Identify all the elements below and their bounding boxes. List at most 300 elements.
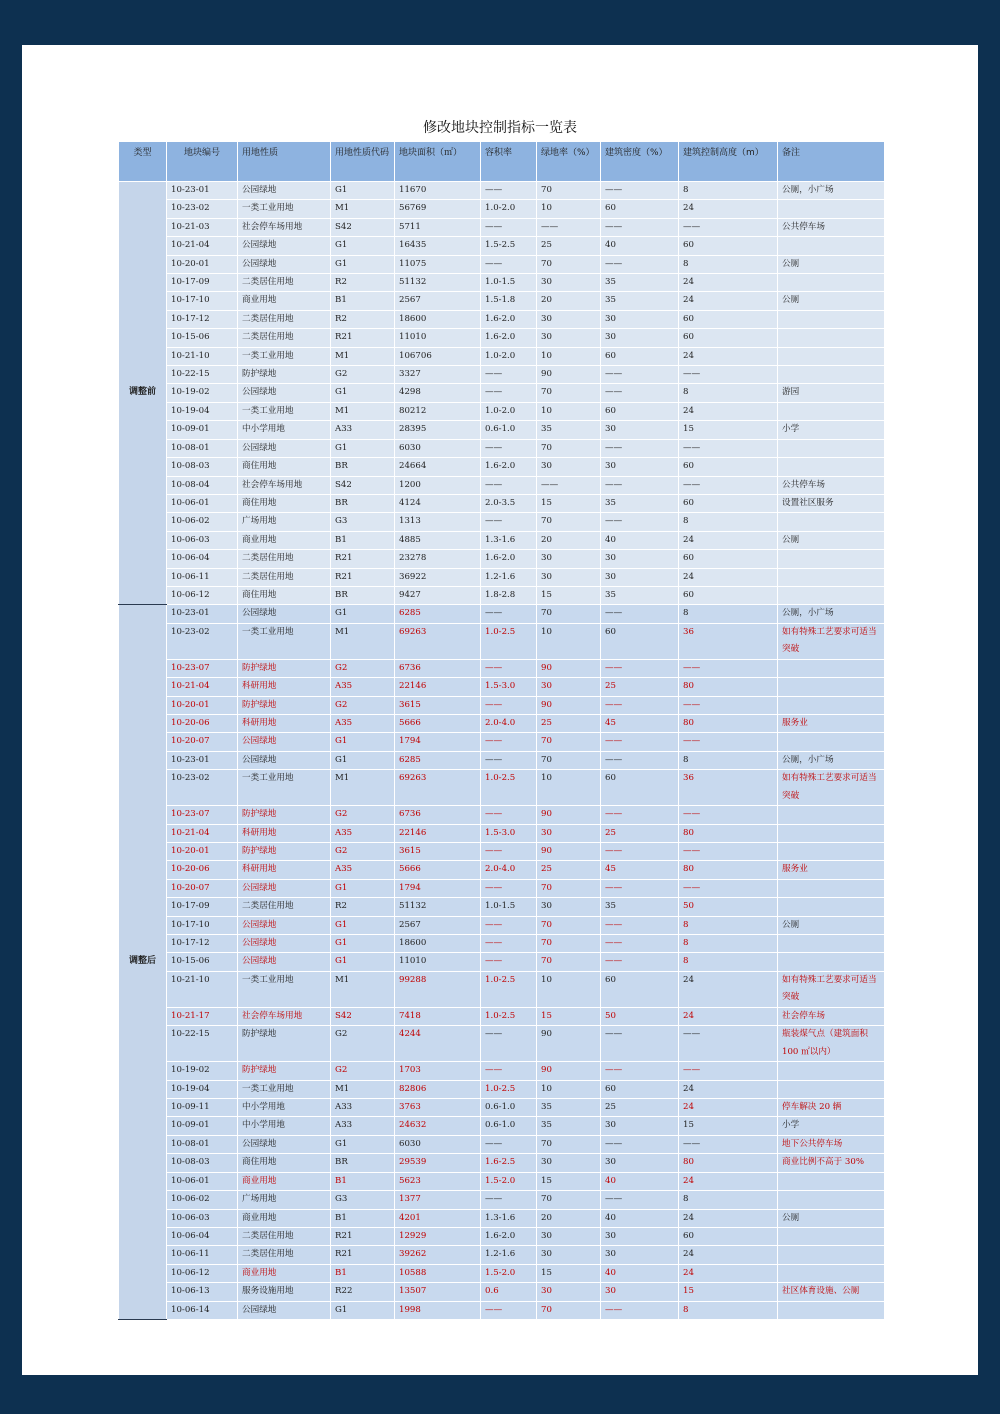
cell-area: 82806 (395, 1080, 481, 1098)
cell-land-use: 商业用地 (238, 1209, 331, 1227)
cell-density: —— (601, 953, 679, 971)
cell-height: 8 (679, 182, 778, 200)
cell-plot-id: 10-21-04 (167, 237, 238, 255)
cell-remarks: 公厕，小广场 (778, 751, 885, 769)
cell-land-use-code: M1 (331, 200, 395, 218)
cell-height: 60 (679, 310, 778, 328)
cell-plot-id: 10-21-03 (167, 218, 238, 236)
cell-plot-id: 10-06-02 (167, 1191, 238, 1209)
cell-green-ratio: 15 (537, 494, 601, 512)
cell-area: 5623 (395, 1172, 481, 1190)
cell-area: 1200 (395, 476, 481, 494)
table-row (119, 384, 885, 402)
cell-land-use-code: G1 (331, 916, 395, 934)
cell-land-use: 防护绿地 (238, 1062, 331, 1080)
cell-area: 69263 (395, 770, 481, 806)
cell-density: 30 (601, 1154, 679, 1172)
cell-land-use: 公园绿地 (238, 733, 331, 751)
cell-remarks (778, 953, 885, 971)
table-row (119, 861, 885, 879)
cell-plot-id: 10-17-12 (167, 935, 238, 953)
cell-plot-id: 10-08-04 (167, 476, 238, 494)
cell-plot-id: 10-20-07 (167, 733, 238, 751)
cell-land-use-code: G2 (331, 843, 395, 861)
cell-remarks (778, 329, 885, 347)
cell-plot-id: 10-20-06 (167, 861, 238, 879)
cell-land-use: 公园绿地 (238, 879, 331, 897)
cell-height: 60 (679, 494, 778, 512)
cell-remarks (778, 1062, 885, 1080)
cell-land-use: 商住用地 (238, 586, 331, 604)
cell-green-ratio: 35 (537, 421, 601, 439)
cell-far: 1.0-2.0 (481, 347, 537, 365)
cell-area: 11010 (395, 953, 481, 971)
table-row (119, 274, 885, 292)
cell-land-use: 防护绿地 (238, 806, 331, 824)
table-row (119, 623, 885, 659)
cell-green-ratio: 30 (537, 274, 601, 292)
cell-height: 60 (679, 329, 778, 347)
table-row (119, 513, 885, 531)
cell-plot-id: 10-19-02 (167, 384, 238, 402)
document-page (22, 45, 978, 1375)
cell-far: 1.8-2.8 (481, 586, 537, 604)
table-row (119, 1007, 885, 1025)
cell-land-use-code: R21 (331, 568, 395, 586)
cell-plot-id: 10-17-09 (167, 274, 238, 292)
cell-green-ratio: 35 (537, 1099, 601, 1117)
cell-area: 9427 (395, 586, 481, 604)
cell-plot-id: 10-17-09 (167, 898, 238, 916)
cell-remarks: 服务业 (778, 861, 885, 879)
cell-land-use-code: M1 (331, 347, 395, 365)
cell-green-ratio: 20 (537, 292, 601, 310)
cell-green-ratio: 10 (537, 623, 601, 659)
cell-area: 23278 (395, 550, 481, 568)
cell-density: 60 (601, 623, 679, 659)
cell-area: 1794 (395, 733, 481, 751)
cell-density: 45 (601, 861, 679, 879)
cell-height: 50 (679, 898, 778, 916)
table-row (119, 806, 885, 824)
cell-far: 1.5-2.5 (481, 237, 537, 255)
cell-plot-id: 10-17-12 (167, 310, 238, 328)
cell-far: —— (481, 1026, 537, 1062)
cell-plot-id: 10-23-02 (167, 770, 238, 806)
cell-land-use: 商业用地 (238, 1172, 331, 1190)
cell-area: 4201 (395, 1209, 481, 1227)
cell-area: 5666 (395, 861, 481, 879)
cell-green-ratio: 70 (537, 255, 601, 273)
cell-area: 22146 (395, 824, 481, 842)
cell-density: —— (601, 218, 679, 236)
cell-plot-id: 10-06-13 (167, 1283, 238, 1301)
cell-land-use-code: S42 (331, 218, 395, 236)
cell-green-ratio: 15 (537, 586, 601, 604)
cell-remarks (778, 843, 885, 861)
table-row (119, 659, 885, 677)
cell-plot-id: 10-21-04 (167, 824, 238, 842)
cell-height: 24 (679, 1099, 778, 1117)
cell-plot-id: 10-23-07 (167, 659, 238, 677)
page-title: 修改地块控制指标一览表 (423, 120, 577, 136)
cell-remarks: 公厕 (778, 531, 885, 549)
cell-remarks (778, 366, 885, 384)
cell-plot-id: 10-17-10 (167, 916, 238, 934)
control-index-table (118, 141, 885, 1320)
cell-area: 2567 (395, 292, 481, 310)
cell-density: —— (601, 366, 679, 384)
cell-remarks (778, 568, 885, 586)
cell-remarks: 公厕，小广场 (778, 182, 885, 200)
cell-green-ratio: 25 (537, 714, 601, 732)
cell-height: 8 (679, 751, 778, 769)
header-type: 类型 (119, 142, 167, 182)
cell-remarks: 公厕 (778, 255, 885, 273)
cell-green-ratio: 70 (537, 513, 601, 531)
cell-density: 30 (601, 458, 679, 476)
cell-area: 4298 (395, 384, 481, 402)
cell-far: —— (481, 916, 537, 934)
cell-density: 60 (601, 200, 679, 218)
cell-remarks: 社会停车场 (778, 1007, 885, 1025)
cell-density: —— (601, 1062, 679, 1080)
cell-green-ratio: 70 (537, 751, 601, 769)
cell-land-use: 服务设施用地 (238, 1283, 331, 1301)
cell-density: 25 (601, 1099, 679, 1117)
cell-plot-id: 10-06-03 (167, 1209, 238, 1227)
cell-density: —— (601, 182, 679, 200)
table-row (119, 733, 885, 751)
header-remarks: 备注 (778, 142, 885, 182)
table-row (119, 568, 885, 586)
cell-land-use-code: A35 (331, 861, 395, 879)
table-row (119, 182, 885, 200)
cell-green-ratio: 90 (537, 1062, 601, 1080)
cell-land-use: 公园绿地 (238, 384, 331, 402)
cell-land-use: 公园绿地 (238, 935, 331, 953)
cell-height: 24 (679, 1172, 778, 1190)
cell-plot-id: 10-15-06 (167, 953, 238, 971)
cell-height: 8 (679, 384, 778, 402)
cell-land-use: 一类工业用地 (238, 402, 331, 420)
cell-remarks (778, 1080, 885, 1098)
table-row (119, 714, 885, 732)
cell-height: 15 (679, 421, 778, 439)
table-row (119, 292, 885, 310)
cell-land-use-code: B1 (331, 1264, 395, 1282)
cell-land-use: 二类居住用地 (238, 550, 331, 568)
cell-land-use-code: G2 (331, 659, 395, 677)
table-row (119, 310, 885, 328)
cell-plot-id: 10-06-12 (167, 586, 238, 604)
cell-land-use: 广场用地 (238, 513, 331, 531)
cell-plot-id: 10-20-01 (167, 696, 238, 714)
table-row (119, 1117, 885, 1135)
cell-area: 99288 (395, 971, 481, 1007)
cell-remarks: 停车解决 20 辆 (778, 1099, 885, 1117)
cell-green-ratio: 70 (537, 1135, 601, 1153)
cell-remarks (778, 898, 885, 916)
cell-green-ratio: 70 (537, 605, 601, 623)
cell-green-ratio: 90 (537, 843, 601, 861)
cell-remarks: 如有特殊工艺要求可适当突破 (778, 770, 885, 806)
cell-density: 60 (601, 971, 679, 1007)
table-row (119, 843, 885, 861)
cell-remarks: 游园 (778, 384, 885, 402)
cell-remarks (778, 678, 885, 696)
cell-plot-id: 10-06-11 (167, 568, 238, 586)
cell-far: —— (481, 953, 537, 971)
cell-area: 22146 (395, 678, 481, 696)
cell-far: —— (481, 384, 537, 402)
cell-land-use-code: B1 (331, 292, 395, 310)
cell-height: —— (679, 659, 778, 677)
cell-height: 80 (679, 1154, 778, 1172)
cell-density: —— (601, 384, 679, 402)
table-row (119, 898, 885, 916)
cell-height: 24 (679, 347, 778, 365)
cell-area: 80212 (395, 402, 481, 420)
table-row (119, 1172, 885, 1190)
header-green-ratio: 绿地率（%） (537, 142, 601, 182)
cell-land-use-code: S42 (331, 476, 395, 494)
cell-density: —— (601, 879, 679, 897)
cell-far: —— (481, 659, 537, 677)
cell-land-use-code: G3 (331, 1191, 395, 1209)
cell-green-ratio: 70 (537, 384, 601, 402)
cell-plot-id: 10-06-04 (167, 1227, 238, 1245)
cell-land-use: 二类居住用地 (238, 310, 331, 328)
cell-area: 10588 (395, 1264, 481, 1282)
cell-height: 15 (679, 1283, 778, 1301)
cell-far: 1.5-2.0 (481, 1264, 537, 1282)
cell-far: 1.2-1.6 (481, 568, 537, 586)
cell-far: —— (481, 1191, 537, 1209)
cell-remarks: 如有特殊工艺要求可适当突破 (778, 971, 885, 1007)
table-row (119, 1062, 885, 1080)
cell-land-use: 一类工业用地 (238, 770, 331, 806)
cell-land-use: 中小学用地 (238, 421, 331, 439)
cell-height: 24 (679, 200, 778, 218)
table-row (119, 1209, 885, 1227)
cell-land-use: 科研用地 (238, 678, 331, 696)
table-row (119, 1154, 885, 1172)
cell-green-ratio: 90 (537, 659, 601, 677)
cell-far: 1.0-1.5 (481, 274, 537, 292)
cell-area: 4124 (395, 494, 481, 512)
cell-area: 5711 (395, 218, 481, 236)
cell-green-ratio: 10 (537, 1080, 601, 1098)
cell-land-use: 社会停车场用地 (238, 476, 331, 494)
cell-land-use: 商住用地 (238, 458, 331, 476)
table-row (119, 439, 885, 457)
cell-land-use-code: A33 (331, 1117, 395, 1135)
cell-remarks (778, 1301, 885, 1319)
cell-remarks (778, 733, 885, 751)
cell-far: 2.0-4.0 (481, 861, 537, 879)
table-row (119, 200, 885, 218)
cell-green-ratio: 30 (537, 550, 601, 568)
cell-density: —— (601, 916, 679, 934)
cell-remarks (778, 1264, 885, 1282)
table-row (119, 935, 885, 953)
cell-height: 60 (679, 550, 778, 568)
cell-plot-id: 10-21-10 (167, 347, 238, 365)
cell-remarks: 公共停车场 (778, 476, 885, 494)
cell-area: 24664 (395, 458, 481, 476)
cell-green-ratio: 90 (537, 806, 601, 824)
cell-land-use-code: M1 (331, 1080, 395, 1098)
cell-far: 1.5-1.8 (481, 292, 537, 310)
cell-green-ratio: —— (537, 218, 601, 236)
cell-density: 30 (601, 421, 679, 439)
cell-plot-id: 10-19-04 (167, 402, 238, 420)
cell-height: 8 (679, 916, 778, 934)
cell-green-ratio: 20 (537, 1209, 601, 1227)
cell-density: —— (601, 513, 679, 531)
cell-land-use-code: R21 (331, 329, 395, 347)
cell-land-use: 二类居住用地 (238, 1227, 331, 1245)
cell-height: 60 (679, 1227, 778, 1245)
cell-density: 30 (601, 568, 679, 586)
cell-area: 39262 (395, 1246, 481, 1264)
cell-density: 60 (601, 402, 679, 420)
cell-area: 3327 (395, 366, 481, 384)
cell-area: 3615 (395, 696, 481, 714)
cell-green-ratio: 30 (537, 458, 601, 476)
cell-far: 1.0-2.5 (481, 1080, 537, 1098)
table-row (119, 458, 885, 476)
cell-green-ratio: 70 (537, 916, 601, 934)
table-row (119, 366, 885, 384)
cell-plot-id: 10-23-02 (167, 623, 238, 659)
cell-area: 3615 (395, 843, 481, 861)
header-land-use: 用地性质 (238, 142, 331, 182)
cell-green-ratio: 30 (537, 1154, 601, 1172)
cell-height: 24 (679, 1209, 778, 1227)
cell-remarks: 设置社区服务 (778, 494, 885, 512)
cell-remarks (778, 806, 885, 824)
header-plot-id: 地块编号 (167, 142, 238, 182)
cell-land-use-code: G1 (331, 255, 395, 273)
cell-density: —— (601, 1301, 679, 1319)
cell-green-ratio: 10 (537, 402, 601, 420)
cell-plot-id: 10-09-01 (167, 1117, 238, 1135)
table-row (119, 916, 885, 934)
cell-green-ratio: 25 (537, 861, 601, 879)
cell-green-ratio: 15 (537, 1007, 601, 1025)
cell-far: 1.6-2.5 (481, 1154, 537, 1172)
cell-land-use-code: G2 (331, 1062, 395, 1080)
cell-area: 11670 (395, 182, 481, 200)
cell-density: 25 (601, 678, 679, 696)
header-row (119, 142, 885, 182)
cell-land-use-code: M1 (331, 402, 395, 420)
cell-land-use: 商住用地 (238, 494, 331, 512)
cell-far: 1.6-2.0 (481, 1227, 537, 1245)
cell-land-use-code: BR (331, 586, 395, 604)
cell-remarks: 公厕 (778, 916, 885, 934)
cell-height: 60 (679, 458, 778, 476)
cell-land-use: 公园绿地 (238, 916, 331, 934)
cell-density: —— (601, 806, 679, 824)
cell-land-use: 防护绿地 (238, 659, 331, 677)
cell-green-ratio: 10 (537, 347, 601, 365)
cell-land-use-code: G1 (331, 1135, 395, 1153)
cell-far: 1.0-2.5 (481, 971, 537, 1007)
table-row (119, 218, 885, 236)
cell-density: —— (601, 1191, 679, 1209)
cell-area: 7418 (395, 1007, 481, 1025)
table-row (119, 770, 885, 806)
cell-height: 24 (679, 568, 778, 586)
cell-land-use: 一类工业用地 (238, 200, 331, 218)
cell-density: 60 (601, 347, 679, 365)
cell-far: 1.2-1.6 (481, 1246, 537, 1264)
cell-height: 24 (679, 531, 778, 549)
cell-plot-id: 10-09-01 (167, 421, 238, 439)
table-row (119, 255, 885, 273)
cell-density: —— (601, 439, 679, 457)
cell-land-use-code: G1 (331, 953, 395, 971)
table-row (119, 879, 885, 897)
cell-height: —— (679, 879, 778, 897)
cell-area: 6030 (395, 439, 481, 457)
table-row (119, 329, 885, 347)
cell-far: —— (481, 182, 537, 200)
cell-density: 25 (601, 824, 679, 842)
cell-density: —— (601, 476, 679, 494)
cell-land-use: 中小学用地 (238, 1099, 331, 1117)
cell-far: 1.0-2.5 (481, 623, 537, 659)
cell-land-use-code: M1 (331, 770, 395, 806)
cell-remarks: 商业比例不高于 30% (778, 1154, 885, 1172)
cell-density: 40 (601, 1264, 679, 1282)
cell-far: 0.6 (481, 1283, 537, 1301)
cell-area: 18600 (395, 935, 481, 953)
cell-plot-id: 10-21-17 (167, 1007, 238, 1025)
cell-green-ratio: 15 (537, 1172, 601, 1190)
table-row (119, 494, 885, 512)
cell-land-use-code: A33 (331, 1099, 395, 1117)
cell-density: 30 (601, 1283, 679, 1301)
cell-height: 36 (679, 623, 778, 659)
cell-remarks (778, 310, 885, 328)
cell-density: —— (601, 605, 679, 623)
cell-green-ratio: 30 (537, 1227, 601, 1245)
cell-far: 1.0-2.0 (481, 402, 537, 420)
cell-plot-id: 10-19-04 (167, 1080, 238, 1098)
table-row (119, 751, 885, 769)
cell-area: 1794 (395, 879, 481, 897)
cell-green-ratio: —— (537, 476, 601, 494)
cell-remarks (778, 1172, 885, 1190)
cell-height: —— (679, 733, 778, 751)
cell-far: 1.3-1.6 (481, 531, 537, 549)
cell-height: 15 (679, 1117, 778, 1135)
cell-land-use: 商业用地 (238, 292, 331, 310)
cell-density: —— (601, 843, 679, 861)
table-row (119, 696, 885, 714)
cell-land-use: 防护绿地 (238, 696, 331, 714)
header-land-use-code: 用地性质代码 (331, 142, 395, 182)
cell-density: 35 (601, 274, 679, 292)
cell-land-use: 公园绿地 (238, 439, 331, 457)
cell-area: 28395 (395, 421, 481, 439)
cell-green-ratio: 90 (537, 366, 601, 384)
cell-height: —— (679, 1026, 778, 1062)
